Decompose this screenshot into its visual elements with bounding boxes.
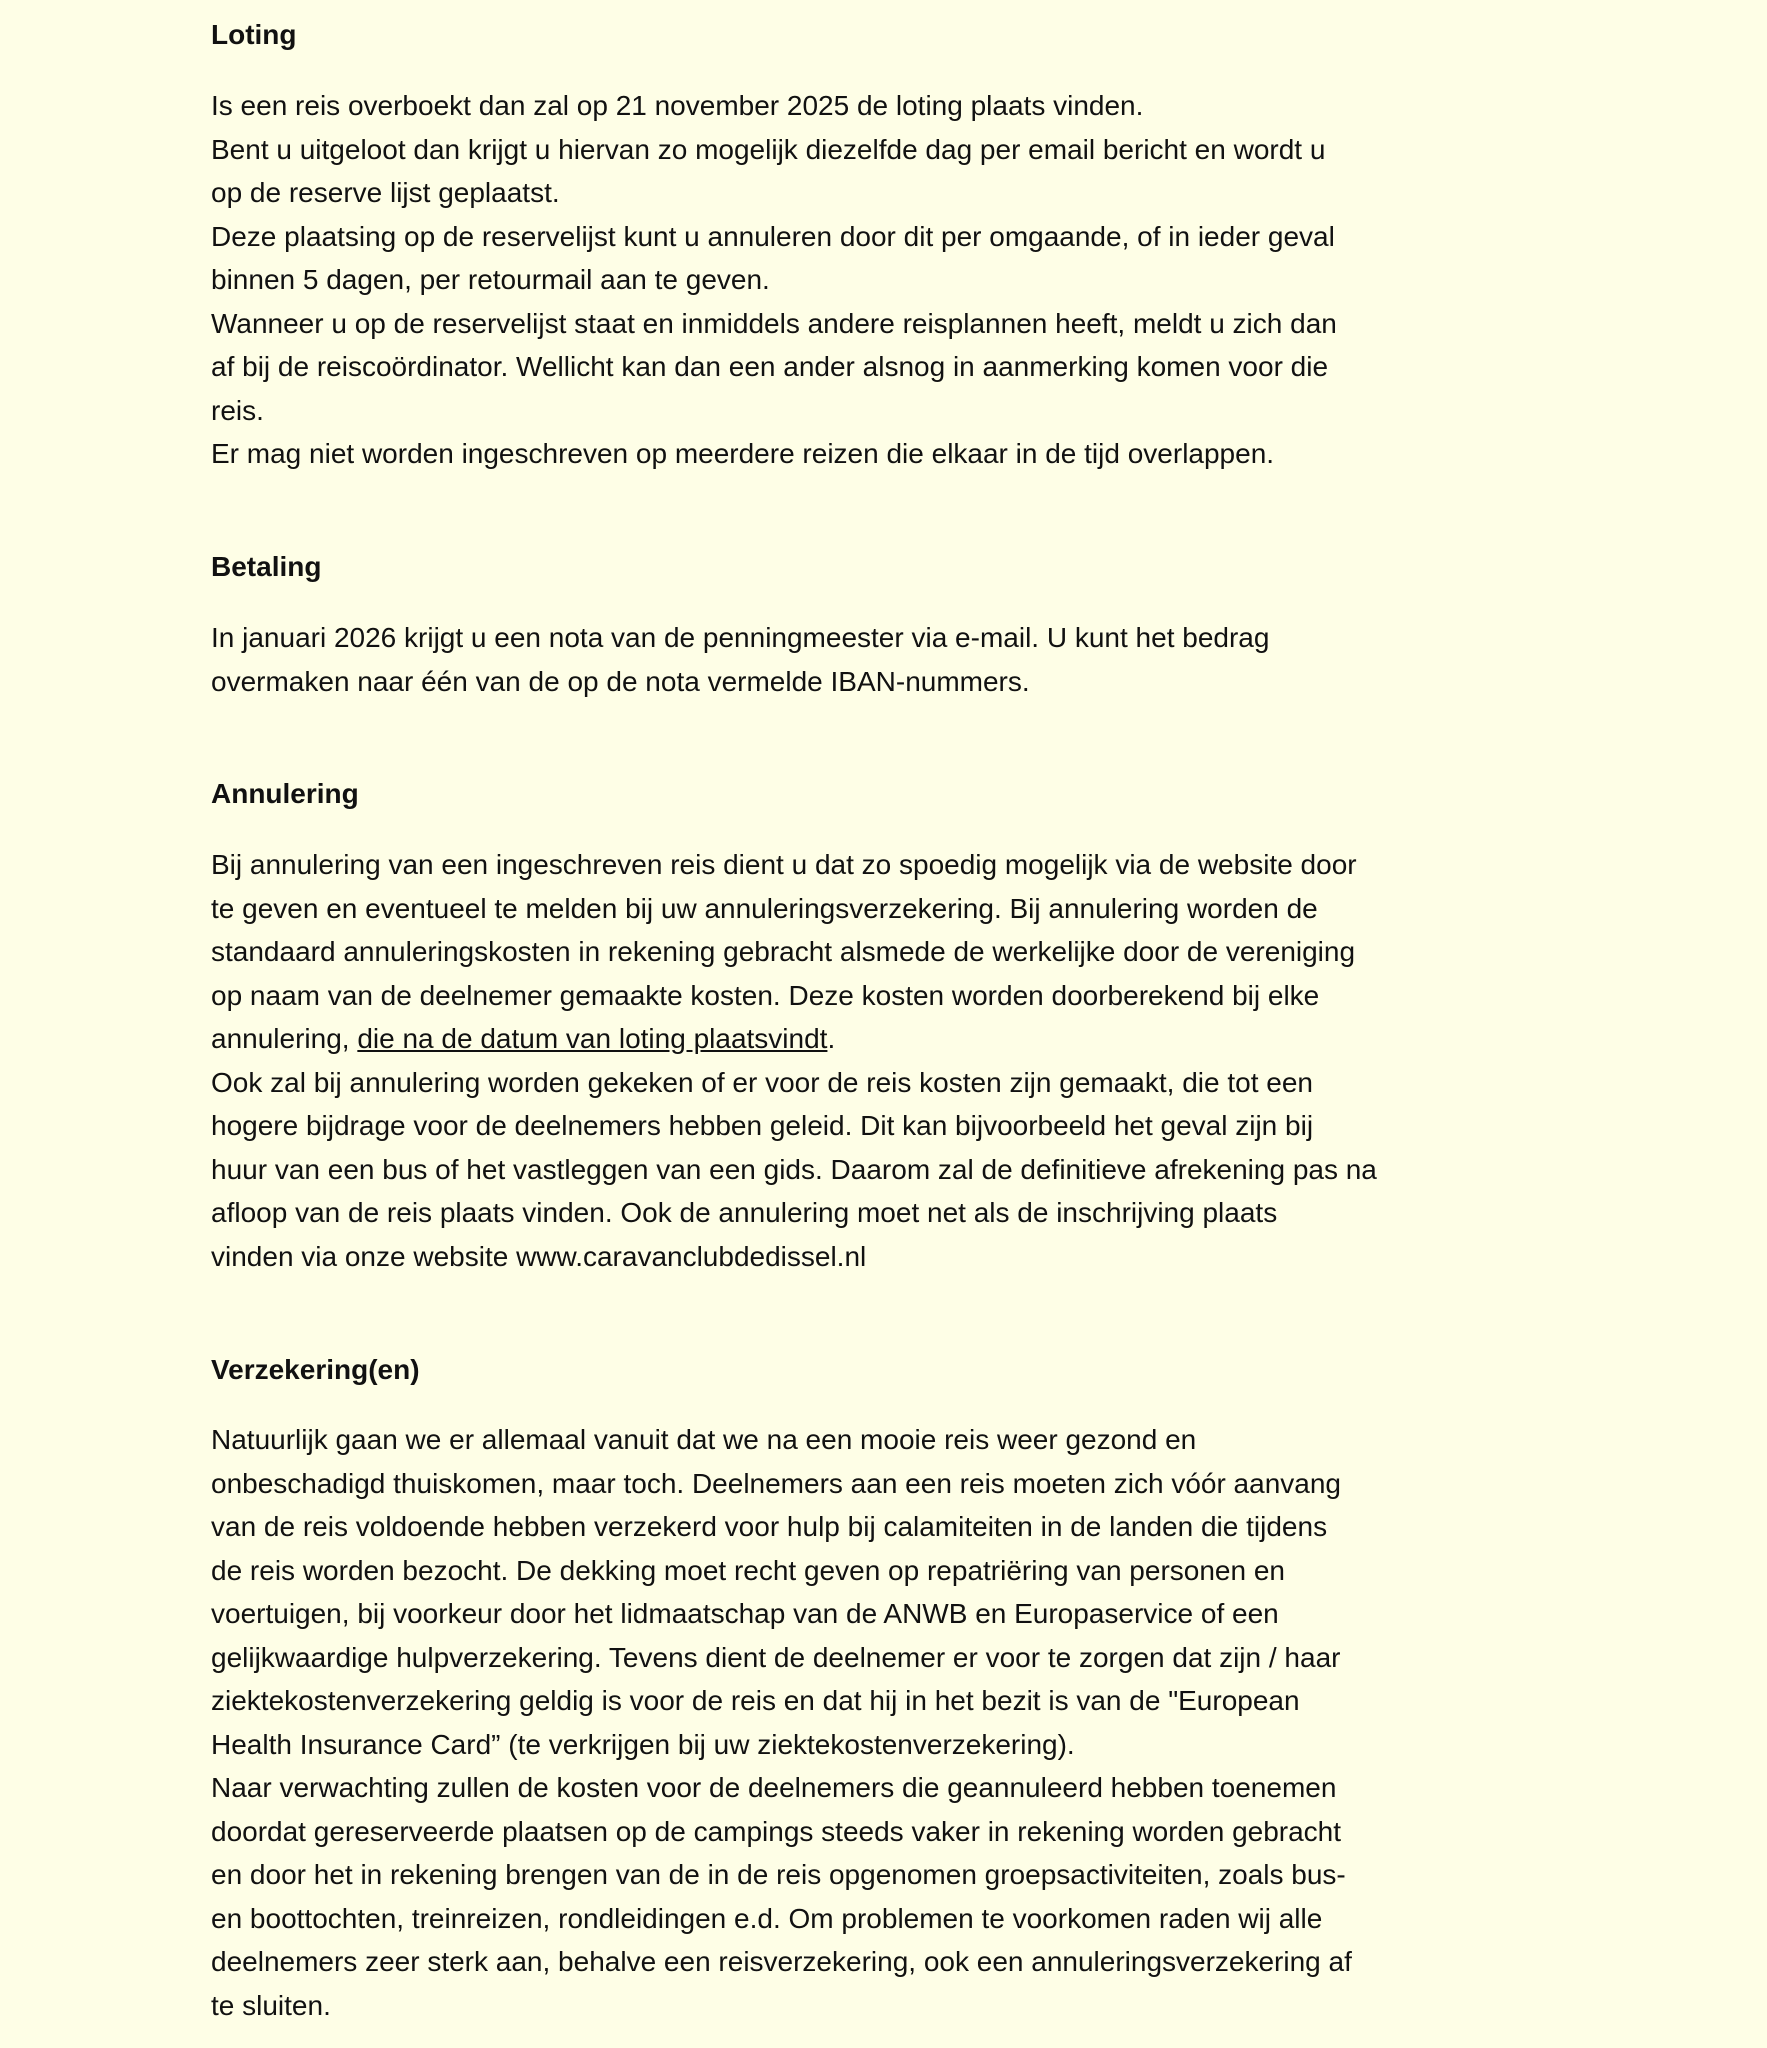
text-line: voertuigen, bij voorkeur door het lidmaatschap van de ANWB en Europaservice of een bbox=[211, 1598, 1279, 1629]
text-fragment: annulering, bbox=[211, 1023, 358, 1054]
text-line: Bij annulering van een ingeschreven reis dient u dat zo spoedig mogelijk via de website door bbox=[211, 849, 1357, 880]
text-line: op naam van de deelnemer gemaakte kosten. Deze kosten worden doorberekend bij elke bbox=[211, 979, 1320, 1011]
text-line: Wanneer u op de reservelijst staat en inmiddels andere reisplannen heeft, meldt u zich dan bbox=[211, 307, 1337, 339]
paragraph-loting bbox=[211, 84, 1337, 476]
heading-loting: Loting bbox=[211, 19, 297, 50]
text-line: standaard annuleringskosten in rekening gebracht alsmede de werkelijke door de vereniging bbox=[211, 936, 1356, 967]
text-line: Naar verwachting zullen de kosten voor de deelnemers die geannuleerd hebben toenemen bbox=[211, 1772, 1337, 1803]
text-line: Is een reis overboekt dan zal op 21 november 2025 de loting plaats vinden. bbox=[211, 90, 1144, 121]
text-line bbox=[211, 1017, 1377, 1061]
text-line: en door het in rekening brengen van de in de reis opgenomen groepsactiviteiten, zoals bus- bbox=[211, 1859, 1346, 1890]
text-fragment: . bbox=[827, 1023, 836, 1054]
text-line: vinden via onze website www.caravanclubdedissel.nl bbox=[211, 1240, 867, 1272]
underlined-text: die na de datum van loting plaatsvindt bbox=[357, 1023, 828, 1054]
text-line: Deze plaatsing op de reservelijst kunt u annuleren door dit per omgaande, of in ieder geval bbox=[211, 220, 1335, 252]
text-line: In januari 2026 krijgt u een nota van de penningmeester via e-mail. U kunt het bedrag bbox=[211, 622, 1270, 653]
annulering-lines-2 bbox=[211, 1061, 1377, 1279]
paragraph-verzekering bbox=[211, 1418, 1352, 2027]
text-line: te geven en eventueel te melden bij uw annuleringsverzekering. Bij annulering worden de bbox=[211, 892, 1318, 924]
annulering-lines-1 bbox=[211, 843, 1377, 1017]
text-line: af bij de reiscoördinator. Wellicht kan dan een ander alsnog in aanmerking komen voor die bbox=[211, 351, 1329, 382]
text-line: Ook zal bij annulering worden gekeken of er voor de reis kosten zijn gemaakt, die tot een bbox=[211, 1066, 1313, 1098]
text-line: hogere bijdrage voor de deelnemers hebben geleid. Dit kan bijvoorbeeld het geval zijn bij bbox=[211, 1110, 1314, 1141]
text-line: overmaken naar één van de op de nota vermelde IBAN-nummers. bbox=[211, 665, 1030, 697]
heading-annulering: Annulering bbox=[211, 778, 359, 809]
text-line: deelnemers zeer sterk aan, behalve een reisverzekering, ook een annuleringsverzekering af bbox=[211, 1946, 1352, 1977]
text-line: te sluiten. bbox=[211, 1989, 331, 2021]
text-line: reis. bbox=[211, 394, 264, 426]
text-line: van de reis voldoende hebben verzekerd voor hulp bij calamiteiten in de landen die tijdens bbox=[211, 1511, 1328, 1542]
text-line: en boottochten, treinreizen, rondleidingen e.d. Om problemen te voorkomen raden wij alle bbox=[211, 1902, 1323, 1934]
text-line: ziektekostenverzekering geldig is voor de reis en dat hij in het bezit is van de "European bbox=[211, 1685, 1300, 1716]
text-line: onbeschadigd thuiskomen, maar toch. Deelnemers aan een reis moeten zich vóór aanvang bbox=[211, 1467, 1341, 1499]
heading-verzekering: Verzekering(en) bbox=[211, 1354, 420, 1385]
text-line: huur van een bus of het vastleggen van een gids. Daarom zal de definitieve afrekening pas na bbox=[211, 1153, 1377, 1185]
paragraph-annulering bbox=[211, 843, 1377, 1278]
text-line: binnen 5 dagen, per retourmail aan te geven. bbox=[211, 264, 770, 295]
text-line: gelijkwaardige hulpverzekering. Tevens dient de deelnemer er voor te zorgen dat zijn / haar bbox=[211, 1641, 1341, 1673]
text-line: Bent u uitgeloot dan krijgt u hiervan zo mogelijk diezelfde dag per email bericht en wordt u bbox=[211, 133, 1326, 165]
text-line: Natuurlijk gaan we er allemaal vanuit dat we na een mooie reis weer gezond en bbox=[211, 1424, 1197, 1455]
text-line: op de reserve lijst geplaatst. bbox=[211, 177, 560, 208]
text-line: Er mag niet worden ingeschreven op meerdere reizen die elkaar in de tijd overlappen. bbox=[211, 438, 1275, 469]
text-line: de reis worden bezocht. De dekking moet recht geven op repatriëring van personen en bbox=[211, 1554, 1285, 1586]
paragraph-betaling bbox=[211, 616, 1269, 703]
text-line: doordat gereserveerde plaatsen op de campings steeds vaker in rekening worden gebracht bbox=[211, 1815, 1342, 1847]
heading-betaling: Betaling bbox=[211, 551, 322, 582]
text-line: Health Insurance Card” (te verkrijgen bij uw ziektekostenverzekering). bbox=[211, 1728, 1075, 1760]
text-line: afloop van de reis plaats vinden. Ook de annulering moet net als de inschrijving plaats bbox=[211, 1197, 1278, 1228]
